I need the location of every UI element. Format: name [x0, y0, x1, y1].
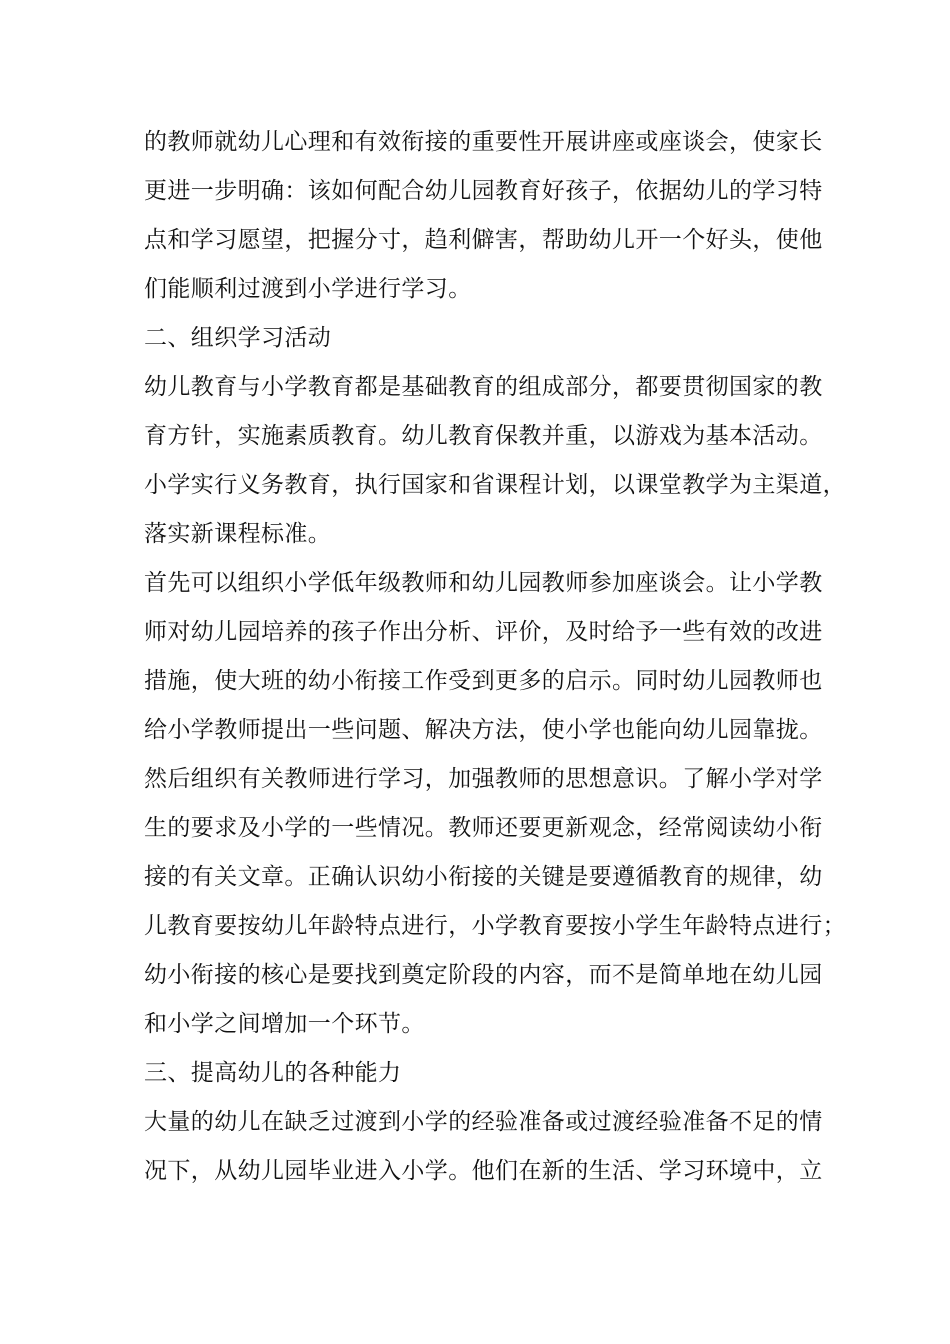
text-line: 和小学之间增加一个环节。: [144, 1011, 425, 1037]
text-line: 小学实行义务教育，执行国家和省课程计划，以课堂教学为主渠道，: [144, 472, 846, 498]
text-line: 儿教育要按幼儿年龄特点进行，小学教育要按小学生年龄特点进行；: [144, 913, 846, 939]
section-heading: 三、提高幼儿的各种能力: [144, 1060, 402, 1086]
text-line: 落实新课程标准。: [144, 521, 332, 547]
text-line: 措施，使大班的幼小衔接工作受到更多的启示。同时幼儿园教师也: [144, 668, 823, 694]
text-line: 师对幼儿园培养的孩子作出分析、评价，及时给予一些有效的改进: [144, 619, 823, 645]
text-line: 接的有关文章。正确认识幼小衔接的关键是要遵循教育的规律，幼: [144, 864, 823, 890]
text-line: 大量的幼儿在缺乏过渡到小学的经验准备或过渡经验准备不足的情: [144, 1109, 823, 1135]
text-line: 点和学习愿望，把握分寸，趋利僻害，帮助幼儿开一个好头，使他: [144, 227, 823, 253]
text-line: 幼小衔接的核心是要找到奠定阶段的内容，而不是简单地在幼儿园: [144, 962, 823, 988]
section-heading: 二、组织学习活动: [144, 325, 332, 351]
text-line: 然后组织有关教师进行学习，加强教师的思想意识。了解小学对学: [144, 766, 823, 792]
text-line: 的教师就幼儿心理和有效衔接的重要性开展讲座或座谈会，使家长: [144, 129, 823, 155]
text-line: 育方针，实施素质教育。幼儿教育保教并重，以游戏为基本活动。: [144, 423, 823, 449]
text-line: 首先可以组织小学低年级教师和幼儿园教师参加座谈会。让小学教: [144, 570, 823, 596]
text-line: 给小学教师提出一些问题、解决方法，使小学也能向幼儿园靠拢。: [144, 717, 823, 743]
text-line: 况下，从幼儿园毕业进入小学。他们在新的生活、学习环境中，立: [144, 1158, 823, 1184]
text-line: 更进一步明确：该如何配合幼儿园教育好孩子，依据幼儿的学习特: [144, 178, 823, 204]
text-line: 们能顺利过渡到小学进行学习。: [144, 276, 472, 302]
text-line: 幼儿教育与小学教育都是基础教育的组成部分，都要贯彻国家的教: [144, 374, 823, 400]
text-line: 生的要求及小学的一些情况。教师还要更新观念，经常阅读幼小衔: [144, 815, 823, 841]
